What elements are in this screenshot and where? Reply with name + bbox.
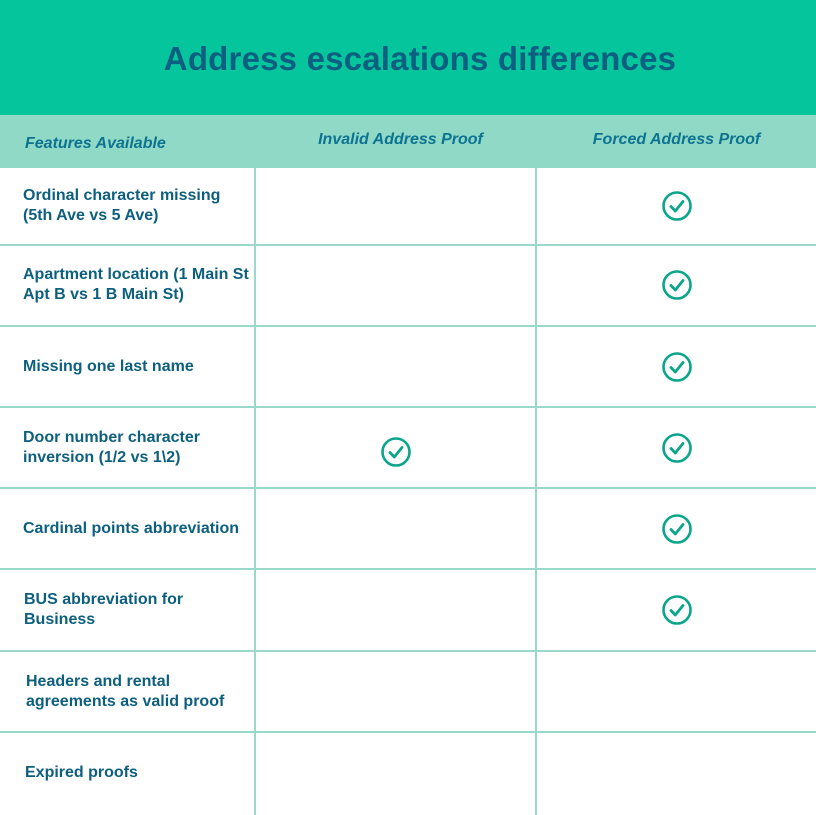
check-circle-icon [661,351,693,383]
feature-label: Cardinal points abbreviation [23,519,240,537]
header-features: Features Available [25,134,166,152]
comparison-table [0,168,816,815]
cell-forced [537,733,816,813]
cell-forced [537,652,816,731]
cell-invalid [256,733,535,813]
header-invalid-address-proof: Invalid Address Proof [318,130,483,148]
table-header-row [0,115,816,168]
table-row [0,245,816,327]
table-row [0,652,816,733]
feature-label: Apartment location (1 Main St Apt B vs 1 B Main St) [23,266,249,303]
check-circle-icon [661,190,693,222]
cell-invalid [256,168,535,244]
check-circle-icon [661,513,693,545]
cell-forced [537,489,816,568]
feature-label: BUS abbreviation for Business [24,591,184,628]
page-title: Address escalations differences [163,40,677,77]
feature-label: Headers and rental agreements as valid proof [26,672,225,710]
cell-invalid [256,652,535,731]
check-circle-icon [661,432,693,464]
cell-forced [537,570,816,650]
cell-invalid [256,327,535,406]
table-row [0,570,816,652]
cell-invalid [256,489,535,568]
table-row [0,489,816,570]
check-circle-icon [661,594,693,626]
feature-label: Missing one last name [23,357,194,375]
table-row [0,327,816,408]
cell-invalid [256,570,535,650]
cell-forced [537,327,816,406]
table-row [0,408,816,489]
cell-forced [537,408,816,487]
feature-label: Expired proofs [25,764,138,781]
feature-label: Door number character inversion (1/2 vs 1\2) [23,428,200,466]
check-circle-icon [380,436,412,468]
cell-invalid [256,245,535,325]
feature-label: Ordinal character missing (5th Ave vs 5 Ave) [23,187,221,224]
table-row [0,168,816,246]
header-forced-address-proof: Forced Address Proof [592,130,761,148]
title-banner [0,0,816,115]
table-row [0,733,816,815]
cell-invalid [256,408,535,487]
check-circle-icon [661,269,693,301]
cell-forced [537,245,816,325]
cell-forced [537,168,816,244]
